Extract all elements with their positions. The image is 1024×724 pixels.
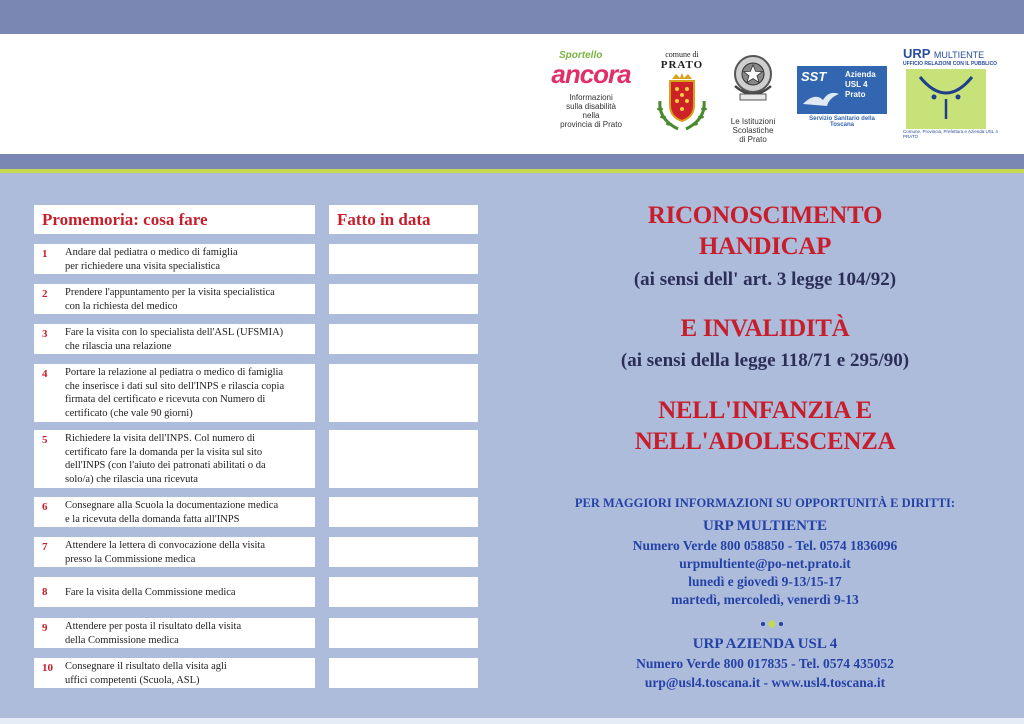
row-number: 2 (42, 288, 48, 300)
sportello-word: Sportello (559, 50, 603, 61)
info-heading: PER MAGGIORI INFORMAZIONI SU OPPORTUNITÀ E DIRITTI: (574, 496, 956, 510)
separator-band (0, 154, 1024, 169)
table-row (34, 244, 315, 274)
date-field[interactable] (329, 244, 478, 274)
row-number: 7 (42, 541, 48, 553)
row-text: Richiedere la visita dell'INPS. Col numero di certificato fare la domanda per la visita sul sito dell'INPS (con l'aiuto dei patronati abilitati o da solo/a) che rilascia una ricevuta (65, 433, 266, 485)
prato-label: PRATO (660, 59, 704, 71)
urp-title-2: MULTIENTE (933, 50, 985, 60)
sst-label: SST (801, 69, 827, 84)
urp-title (903, 46, 999, 61)
sportello-caption: Informazioni sulla disabilità nella provincia di Prato (560, 93, 622, 129)
usl4-caption: Servizio Sanitario della Toscana (809, 116, 875, 128)
table-row (34, 430, 315, 488)
usl4-box (797, 66, 887, 114)
row-text: Fare la visita con lo specialista dell'ASL (UFSMIA) che rilascia una relazione (65, 327, 284, 352)
row-text: Attendere la lettera di convocazione della visita presso la Commissione medica (65, 540, 265, 565)
comune-di-label: comune di (665, 50, 699, 59)
usl4-text: Azienda USL 4 Prato (845, 70, 876, 99)
comune-prato-logo (650, 50, 714, 140)
usl-name: URP AZIENDA USL 4 (692, 636, 838, 652)
table-row (34, 618, 315, 648)
separator-green-line (0, 169, 1024, 173)
urp-email: urpmultiente@po-net.prato.it (679, 556, 851, 571)
row-number: 3 (42, 328, 48, 340)
row-text: Consegnare alla Scuola la documentazione medica e la ricevuta della domanda fatta all'INPS (65, 500, 279, 525)
row-number: 5 (42, 434, 48, 446)
row-number: 8 (42, 586, 48, 598)
urp-footnote: Comune, Provincia, Prefettura e Azienda USL 4 PRATO (903, 129, 998, 139)
row-text: Attendere per posta il risultato della visita della Commissione medica (65, 621, 242, 646)
istituzioni-scolastiche-logo (722, 50, 784, 144)
bird-icon (801, 86, 841, 110)
ancora-word: ancora (551, 59, 631, 89)
row-text: Prendere l'appuntamento per la visita specialistica con la richiesta del medico (65, 287, 275, 312)
row-text: Consegnare il risultato della visita agli uffici competenti (Scuola, ASL) (65, 661, 227, 686)
row-number: 4 (42, 368, 48, 380)
date-field[interactable] (329, 364, 478, 422)
date-field[interactable] (329, 577, 478, 607)
date-field[interactable] (329, 430, 478, 488)
title-invalidita: E INVALIDITÀ (680, 315, 850, 342)
date-field[interactable] (329, 324, 478, 354)
urp-hours-2: martedì, mercoledì, venerdì 9-13 (671, 592, 859, 607)
prato-crest-icon (652, 71, 712, 135)
fatto-in-data-header: Fatto in data (329, 205, 478, 234)
table-row (34, 364, 315, 422)
promemoria-header: Promemoria: cosa fare (34, 205, 315, 234)
urp-multiente-logo (903, 46, 999, 139)
istituzioni-caption: Le Istituzioni Scolastiche di Prato (730, 117, 776, 144)
urp-face-box (906, 69, 986, 129)
table-row (34, 577, 315, 607)
table-row (34, 324, 315, 354)
row-text: Andare dal pediatra o medico di famiglia per richiedere una visita specialistica (65, 247, 238, 272)
top-band (0, 0, 1024, 34)
subtitle-legge-104: (ai sensi dell' art. 3 legge 104/92) (633, 269, 897, 290)
title-adolescenza: NELL'ADOLESCENZA (634, 428, 896, 455)
bottom-line (0, 718, 1024, 724)
date-field[interactable] (329, 537, 478, 567)
sportello-ancora-logo (543, 50, 639, 129)
italian-emblem-icon (730, 50, 776, 108)
row-text: Portare la relazione al pediatra o medico di famiglia che inserisce i dati sul sito dell'INPS e rilascia copia firmata del certificato e ricevuta con Numero di certificato (che vale 90 giorni) (65, 367, 285, 419)
separator-dots-icon (757, 619, 787, 629)
row-text: Fare la visita della Commissione medica (65, 587, 236, 598)
title-riconoscimento: RICONOSCIMENTO (647, 202, 883, 229)
urp-face-icon (906, 69, 986, 129)
date-field[interactable] (329, 497, 478, 527)
usl-contact: urp@usl4.toscana.it - www.usl4.toscana.it (644, 675, 886, 690)
title-handicap: HANDICAP (698, 233, 832, 260)
row-number: 10 (42, 662, 53, 674)
table-row (34, 497, 315, 527)
row-number: 6 (42, 501, 48, 513)
date-field[interactable] (329, 658, 478, 688)
date-field[interactable] (329, 618, 478, 648)
table-row (34, 284, 315, 314)
table-row (34, 658, 315, 688)
urp-phone: Numero Verde 800 058850 - Tel. 0574 1836096 (632, 538, 898, 553)
usl-phone: Numero Verde 800 017835 - Tel. 0574 435052 (636, 656, 894, 671)
subtitle-legge-118: (ai sensi della legge 118/71 e 295/90) (620, 350, 910, 371)
urp-title-1: URP (903, 46, 931, 61)
table-row (34, 537, 315, 567)
usl4-logo (797, 66, 887, 128)
row-number: 1 (42, 248, 48, 260)
row-number: 9 (42, 622, 48, 634)
urp-hours-1: lunedì e giovedì 9-13/15-17 (688, 574, 842, 589)
title-infanzia: NELL'INFANZIA E (658, 397, 872, 424)
urp-multiente-name: URP MULTIENTE (702, 518, 828, 534)
urp-subtitle: UFFICIO RELAZIONI CON IL PUBBLICO (903, 61, 998, 67)
date-field[interactable] (329, 284, 478, 314)
